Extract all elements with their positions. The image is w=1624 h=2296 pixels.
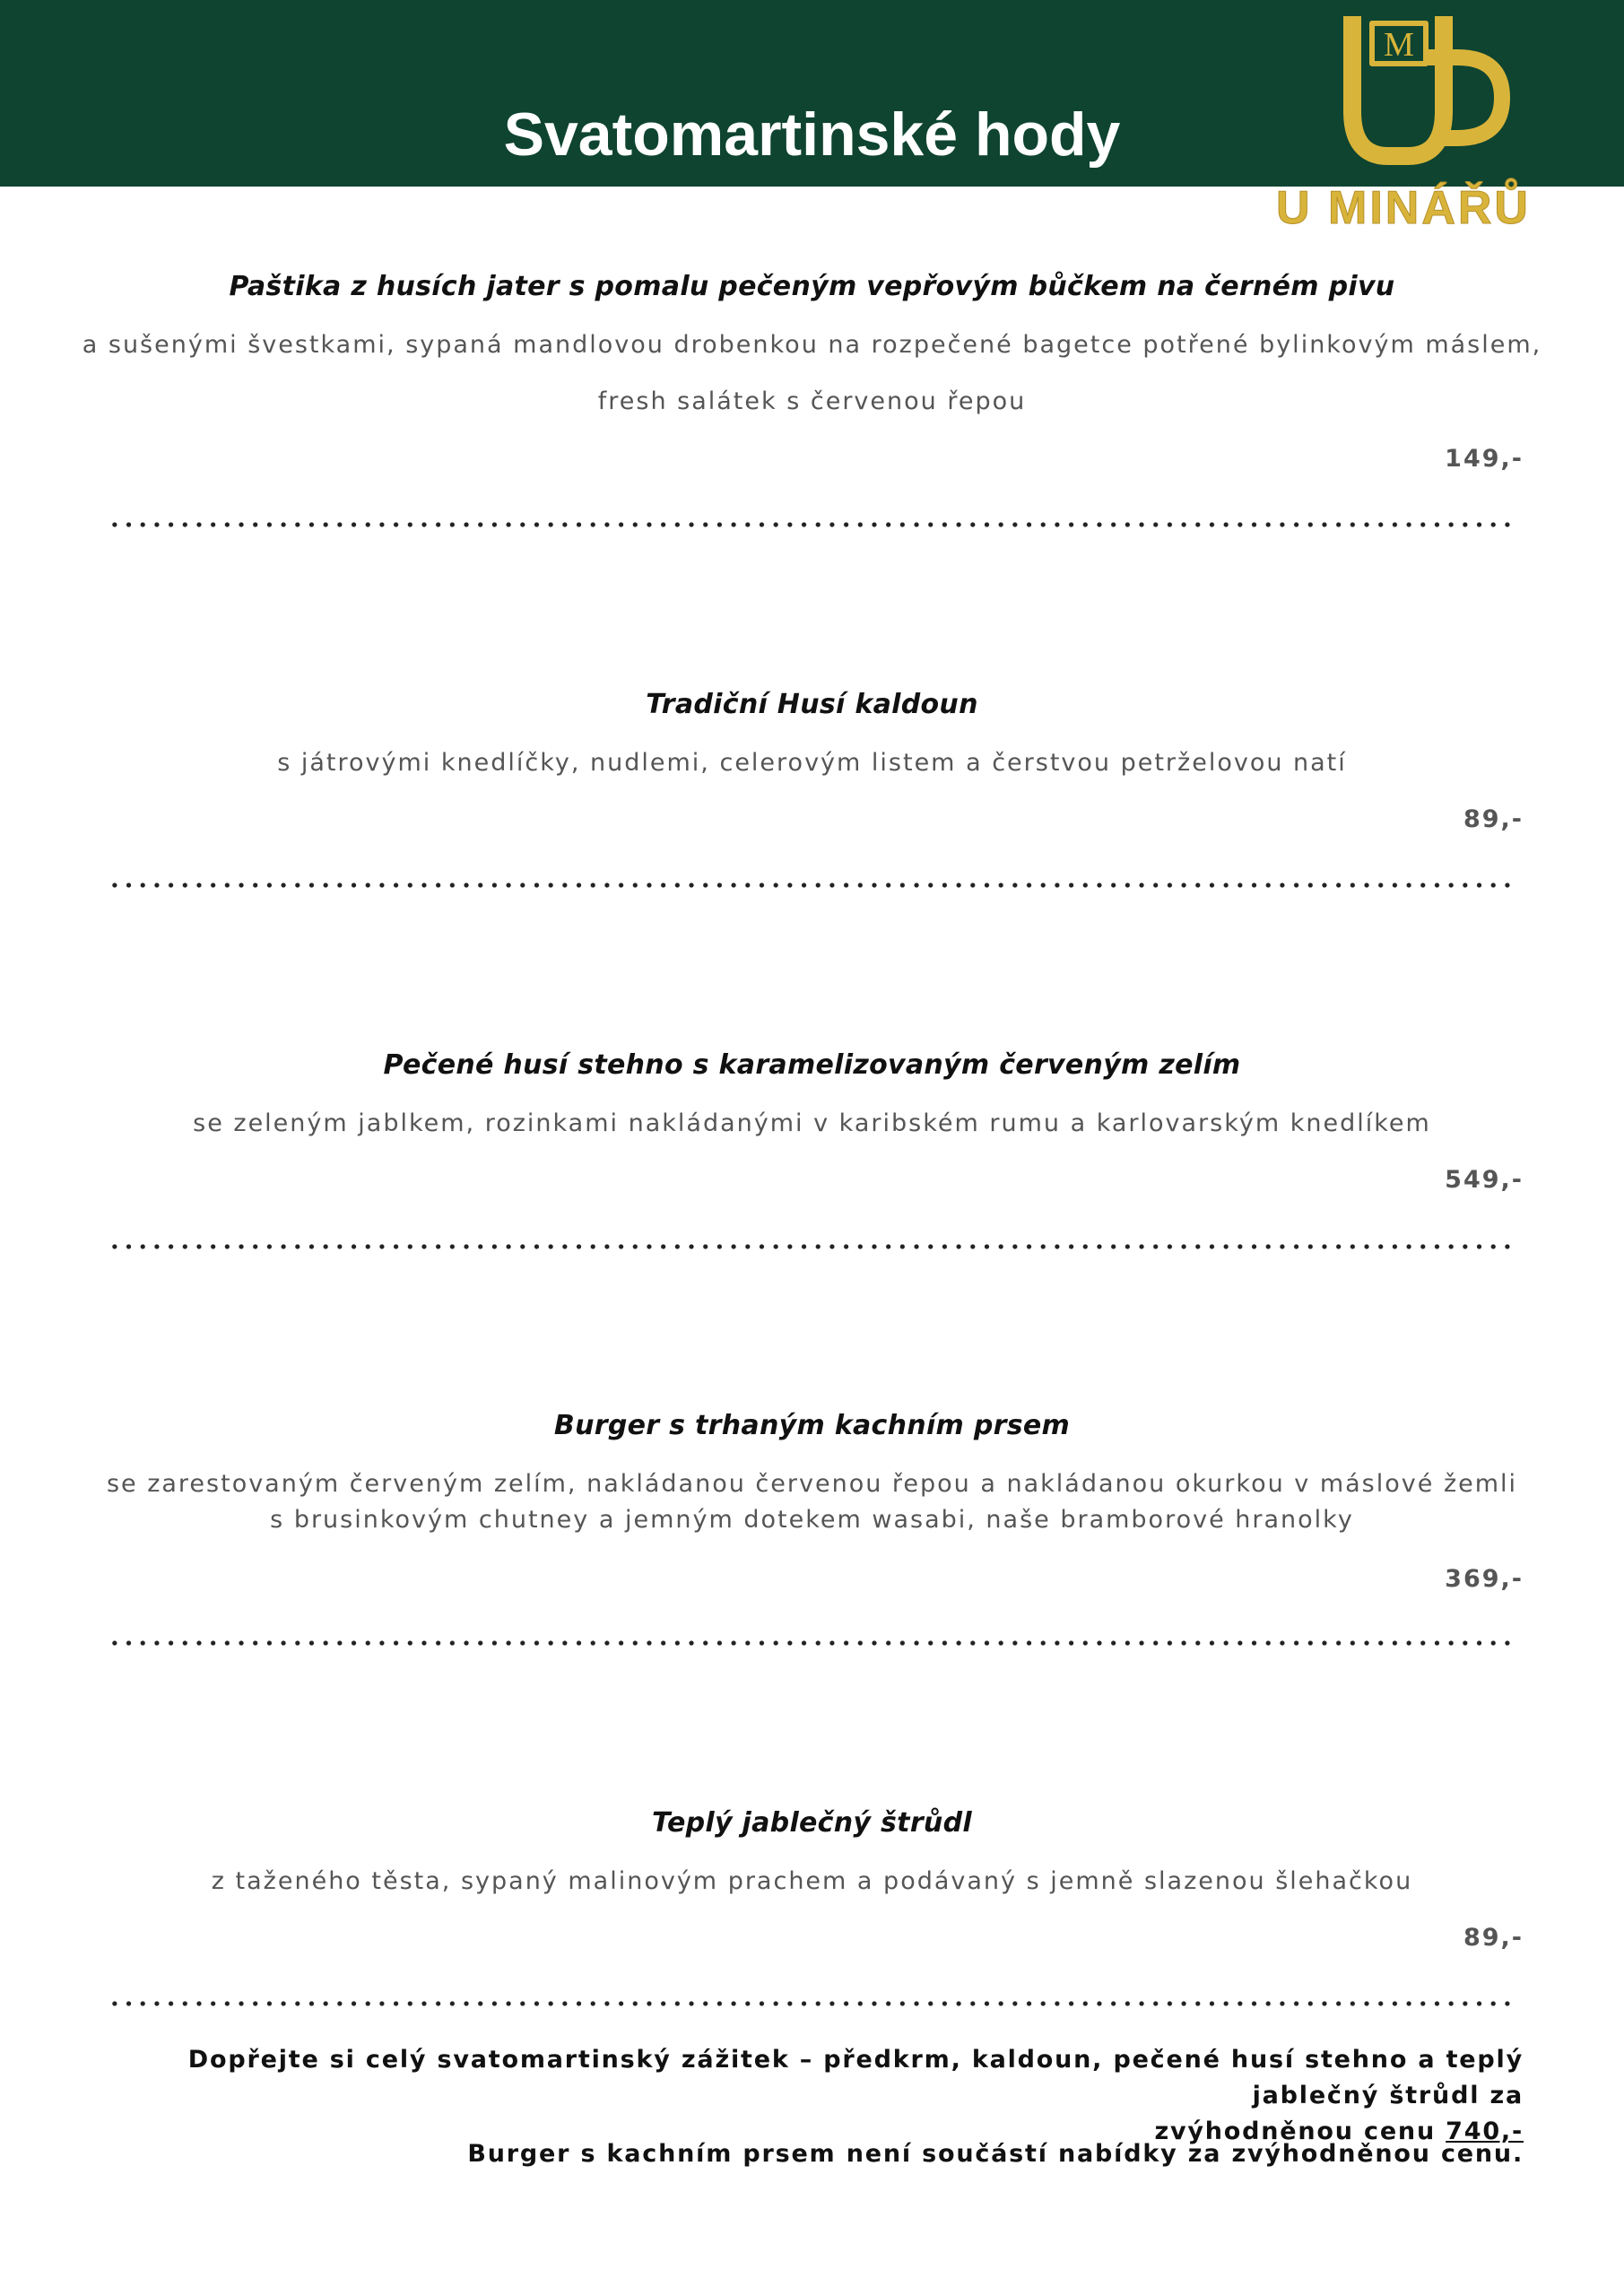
dish-price: 149,- xyxy=(1445,445,1524,473)
logo-text: U MINÁŘŮ xyxy=(1276,182,1531,234)
dish-price: 89,- xyxy=(1463,1924,1524,1952)
dotted-divider xyxy=(108,1640,1517,1646)
u-minaru-logo xyxy=(1273,4,1533,246)
dish-description: s brusinkovým chutney a jemným dotekem wasabi, naše bramborové hranolky xyxy=(270,1506,1354,1534)
dish-description: se zeleným jablkem, rozinkami nakládanými v karibském rumu a karlovarským knedlíkem xyxy=(193,1109,1431,1137)
offer-text xyxy=(71,2042,1524,2150)
dotted-divider xyxy=(108,2001,1517,2006)
dish-title: Pečené husí stehno s karamelizovaným červeným zelím xyxy=(383,1049,1241,1081)
page-title: Svatomartinské hody xyxy=(503,100,1121,169)
dotted-divider xyxy=(108,1244,1517,1249)
burger-note: Burger s kachním prsem není součástí nabídky za zvýhodněnou cenu. xyxy=(467,2140,1524,2168)
dish-title: Teplý jablečný štrůdl xyxy=(652,1807,972,1839)
menu-item xyxy=(0,685,1624,833)
dish-title: Paštika z husích jater s pomalu pečeným vepřovým bůčkem na černém pivu xyxy=(229,271,1395,302)
dish-price: 549,- xyxy=(1445,1166,1524,1194)
offer-line: Dopřejte si celý svatomartinský zážitek – předkrm, kaldoun, pečené husí stehno a teplý jablečný štrůdl za xyxy=(187,2046,1524,2109)
offer-price: 740,- xyxy=(1446,2118,1524,2145)
dish-price: 369,- xyxy=(1445,1565,1524,1593)
menu-item xyxy=(0,267,1624,473)
dotted-divider xyxy=(108,883,1517,888)
dish-title: Tradiční Husí kaldoun xyxy=(646,689,978,720)
dotted-divider xyxy=(108,522,1517,527)
dish-description: se zarestovaným červeným zelím, nakládanou červenou řepou a nakládanou okurkou v máslové žemli xyxy=(106,1470,1518,1498)
menu-item xyxy=(0,1046,1624,1194)
dish-description: fresh salátek s červenou řepou xyxy=(597,387,1027,415)
offer-line-prefix: zvýhodněnou cenu xyxy=(1154,2118,1436,2145)
menu-item xyxy=(0,1406,1624,1593)
dish-title: Burger s trhaným kachním prsem xyxy=(553,1410,1071,1441)
dish-description: s játrovými knedlíčky, nudlemi, celerovým listem a čerstvou petrželovou natí xyxy=(277,749,1347,777)
logo-icon xyxy=(1273,4,1533,246)
menu-item xyxy=(0,1804,1624,1952)
dish-price: 89,- xyxy=(1463,805,1524,833)
dish-description: a sušenými švestkami, sypaná mandlovou drobenkou na rozpečené bagetce potřené bylinkovým máslem, xyxy=(82,331,1542,359)
dish-description: z taženého těsta, sypaný malinovým prachem a podávaný s jemně slazenou šlehačkou xyxy=(211,1867,1413,1895)
logo-monogram: M xyxy=(1384,26,1414,64)
